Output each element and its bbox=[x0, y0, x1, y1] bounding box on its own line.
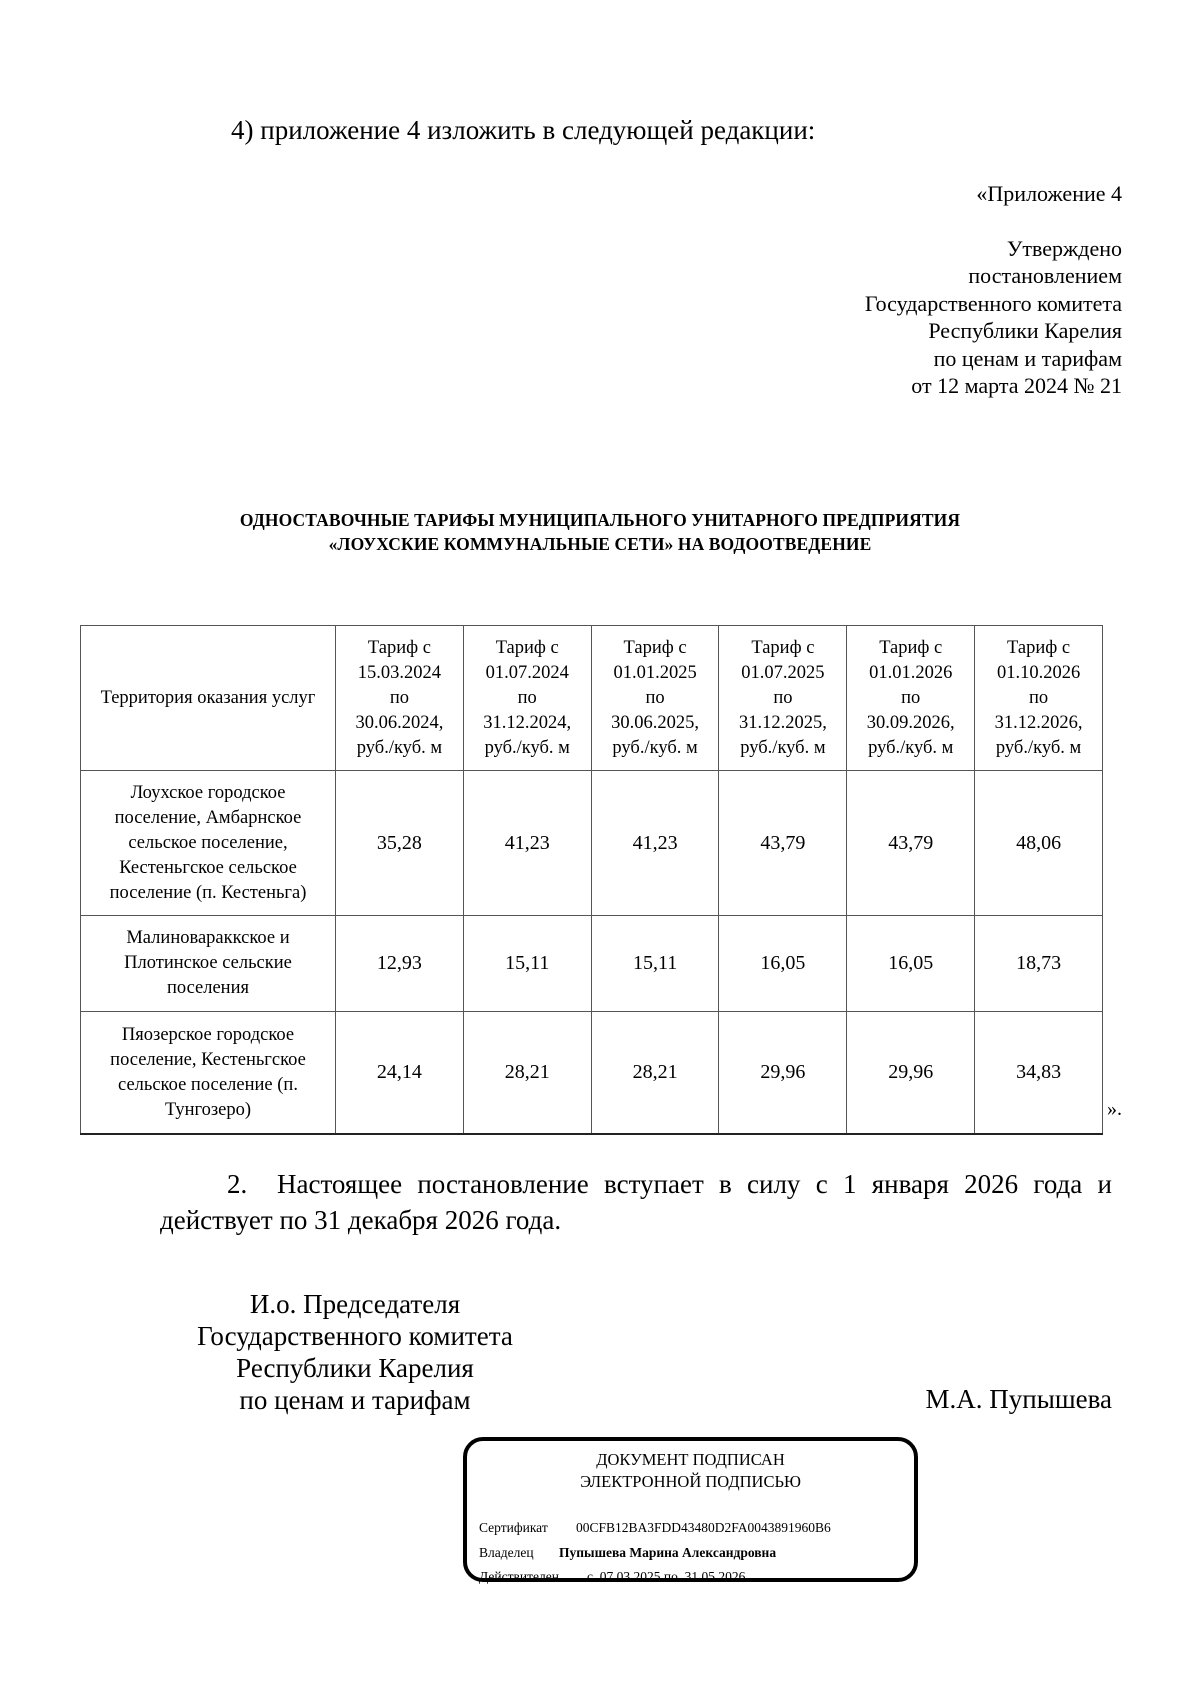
approval-line: Республики Карелия bbox=[928, 318, 1122, 343]
table-row bbox=[81, 1012, 1103, 1135]
table-header-row bbox=[81, 626, 1103, 771]
document-title bbox=[0, 508, 1200, 556]
tariff-value-cell: 41,23 bbox=[591, 771, 719, 916]
intro-instruction: 4) приложение 4 изложить в следующей редакции: bbox=[231, 115, 816, 145]
approval-line: от 12 марта 2024 № 21 bbox=[911, 373, 1122, 398]
territory-cell: Пяозерское городское поселение, Кестеньгское сельское поселение (п. Тунгозеро) bbox=[81, 1012, 336, 1135]
tariff-value-cell: 12,93 bbox=[336, 916, 464, 1012]
closing-quote: ». bbox=[1107, 1098, 1122, 1120]
owner-label: Владелец bbox=[479, 1545, 534, 1560]
territory-cell: Лоухское городское поселение, Амбарнское сельское поселение, Кестеньгское сельское поселение (п. Кестеньга) bbox=[81, 771, 336, 916]
signatory-name: М.А. Пупышева bbox=[925, 1384, 1112, 1414]
table-row bbox=[81, 916, 1103, 1012]
stamp-title: ДОКУМЕНТ ПОДПИСАН ЭЛЕКТРОННОЙ ПОДПИСЬЮ bbox=[580, 1450, 801, 1491]
tariff-value-cell: 48,06 bbox=[975, 771, 1103, 916]
column-header-territory: Территория оказания услуг bbox=[81, 626, 336, 771]
paragraph-text: Настоящее постановление вступает в силу с 1 января 2026 года и действует по 31 декабря 2026 года. bbox=[160, 1169, 1112, 1235]
tariff-value-cell: 15,11 bbox=[463, 916, 591, 1012]
certificate-label: Сертификат bbox=[479, 1520, 548, 1535]
valid-label: Действителен bbox=[479, 1569, 559, 1584]
appendix-approval-block bbox=[865, 180, 1122, 400]
paragraph-2 bbox=[160, 1166, 1112, 1238]
certificate-value: 00CFB12BA3FDD43480D2FA0043891960B6 bbox=[576, 1520, 831, 1535]
stamp-certificate-row bbox=[479, 1520, 831, 1536]
column-header-tariff: Тариф с 01.10.2026 по 31.12.2026, руб./куб. м bbox=[975, 626, 1103, 771]
table-row bbox=[81, 771, 1103, 916]
approval-line: постановлением bbox=[968, 263, 1122, 288]
column-header-tariff: Тариф с 01.01.2026 по 30.09.2026, руб./куб. м bbox=[847, 626, 975, 771]
tariff-value-cell: 29,96 bbox=[847, 1012, 975, 1135]
tariff-value-cell: 41,23 bbox=[463, 771, 591, 916]
appendix-label: «Приложение 4 bbox=[976, 181, 1122, 206]
tariff-value-cell: 15,11 bbox=[591, 916, 719, 1012]
tariff-table bbox=[80, 625, 1103, 1135]
tariff-value-cell: 34,83 bbox=[975, 1012, 1103, 1135]
tariff-value-cell: 16,05 bbox=[847, 916, 975, 1012]
column-header-tariff: Тариф с 15.03.2024 по 30.06.2024, руб./куб. м bbox=[336, 626, 464, 771]
stamp-owner-row bbox=[479, 1545, 776, 1561]
tariff-value-cell: 18,73 bbox=[975, 916, 1103, 1012]
tariff-value-cell: 43,79 bbox=[719, 771, 847, 916]
title-line-1: ОДНОСТАВОЧНЫЕ ТАРИФЫ МУНИЦИПАЛЬНОГО УНИТАРНОГО ПРЕДПРИЯТИЯ bbox=[239, 510, 961, 530]
tariff-value-cell: 35,28 bbox=[336, 771, 464, 916]
column-header-tariff: Тариф с 01.07.2025 по 31.12.2025, руб./куб. м bbox=[719, 626, 847, 771]
tariff-value-cell: 28,21 bbox=[463, 1012, 591, 1135]
stamp-validity-row bbox=[479, 1569, 745, 1585]
valid-value: с 07.03.2025 по 31.05.2026 bbox=[587, 1569, 746, 1584]
approval-line: по ценам и тарифам bbox=[933, 345, 1122, 371]
electronic-signature-stamp bbox=[463, 1437, 918, 1582]
approval-line: Утверждено bbox=[1006, 235, 1122, 261]
tariff-value-cell: 16,05 bbox=[719, 916, 847, 1012]
owner-value: Пупышева Марина Александровна bbox=[559, 1545, 777, 1560]
column-header-tariff: Тариф с 01.07.2024 по 31.12.2024, руб./куб. м bbox=[463, 626, 591, 771]
territory-cell: Малиновараккское и Плотинское сельские поселения bbox=[81, 916, 336, 1012]
tariff-value-cell: 29,96 bbox=[719, 1012, 847, 1135]
tariff-value-cell: 24,14 bbox=[336, 1012, 464, 1135]
tariff-value-cell: 43,79 bbox=[847, 771, 975, 916]
title-line-2: «ЛОУХСКИЕ КОММУНАЛЬНЫЕ СЕТИ» НА ВОДООТВЕДЕНИЕ bbox=[328, 534, 872, 554]
column-header-tariff: Тариф с 01.01.2025 по 30.06.2025, руб./куб. м bbox=[591, 626, 719, 771]
tariff-value-cell: 28,21 bbox=[591, 1012, 719, 1135]
approval-line: Государственного комитета bbox=[864, 290, 1122, 316]
signatory-position: И.о. Председателя Государственного комитета Республики Карелия по ценам и тарифам bbox=[197, 1289, 513, 1415]
paragraph-number: 2. bbox=[227, 1169, 248, 1199]
